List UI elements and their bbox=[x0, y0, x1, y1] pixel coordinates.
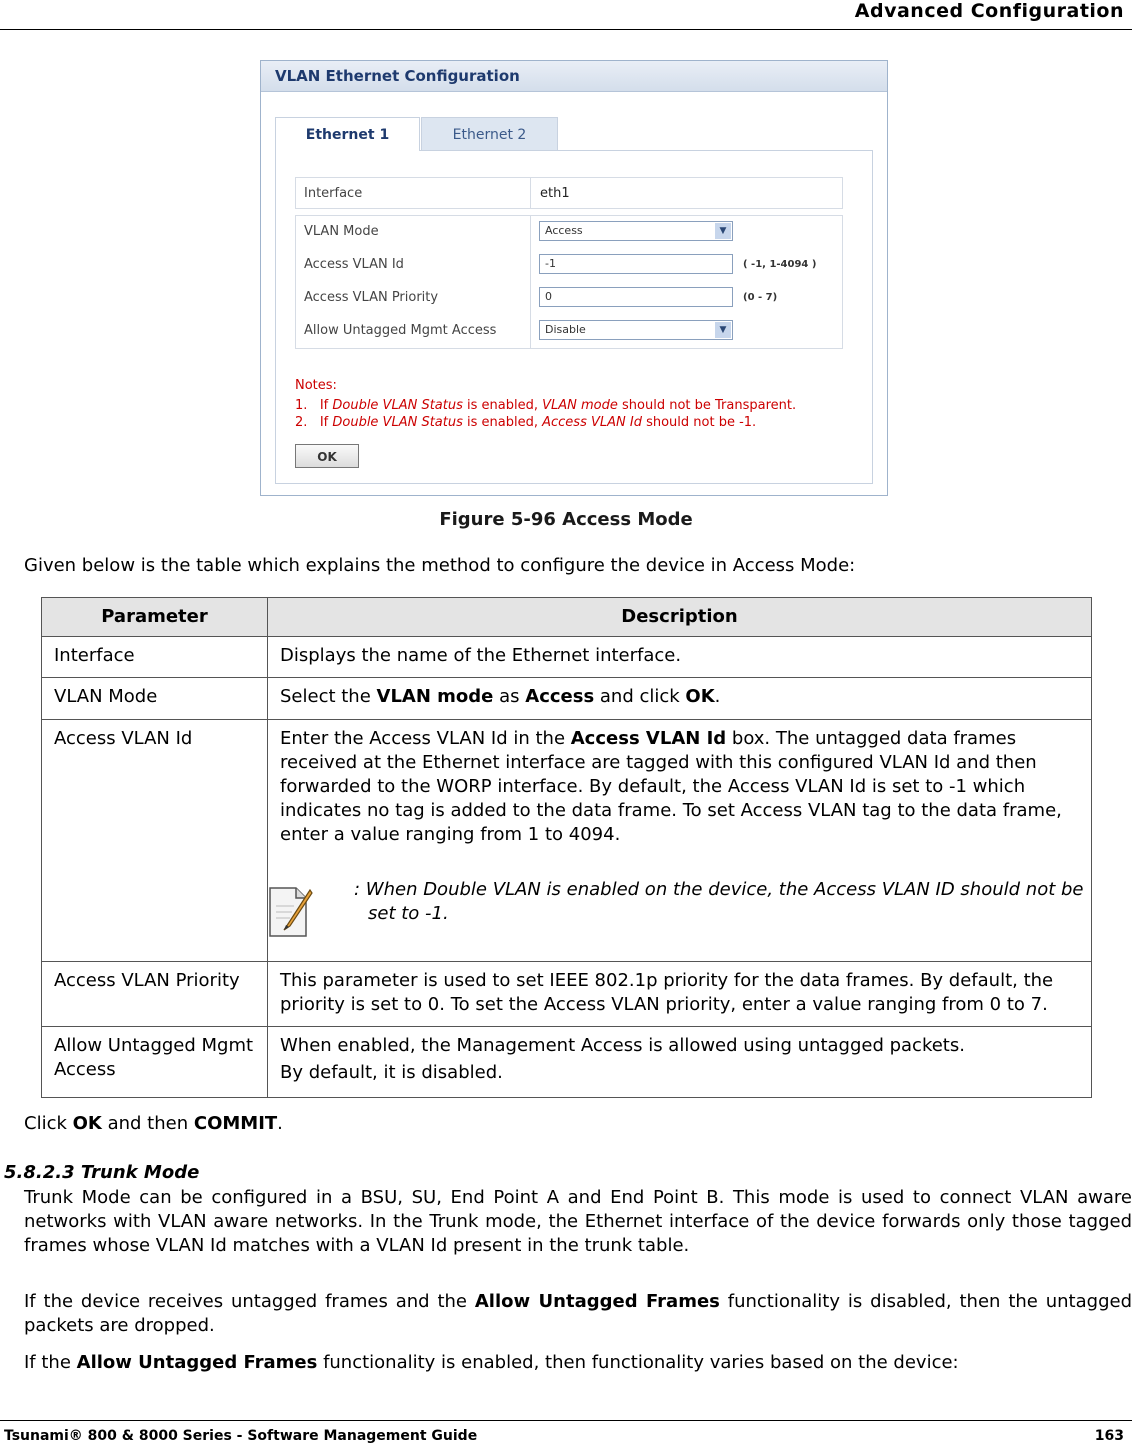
panel-title: VLAN Ethernet Configuration bbox=[275, 67, 520, 85]
access-vlan-priority-label: Access VLAN Priority bbox=[304, 290, 439, 305]
interface-label: Interface bbox=[304, 186, 363, 201]
table-cell-desc: This parameter is used to set IEEE 802.1p priority for the data frames. By default, the priority is set to 0. To set the Access VLAN priority, enter a value ranging from 0 to 7. bbox=[267, 961, 1092, 1027]
table-cell-param: Access VLAN Priority bbox=[41, 961, 268, 1027]
note-1: 1. If Double VLAN Status is enabled, VLAN mode should not be Transparent. bbox=[295, 398, 797, 413]
allow-untagged-value: Disable bbox=[545, 323, 586, 336]
page-header-title: Advanced Configuration bbox=[854, 0, 1124, 22]
vlan-mode-select[interactable] bbox=[539, 221, 733, 241]
page-number: 163 bbox=[1094, 1428, 1124, 1444]
table-header-parameter: Parameter bbox=[41, 597, 268, 637]
paragraph-trunk-mode: Trunk Mode can be configured in a BSU, SU, End Point A and End Point B. This mode is used to connect VLAN aware networks with VLAN aware networks. In the Trunk mode, the Ethernet interface of the device forwards only those tagged frames whose VLAN Id matches with a VLAN Id present in the trunk table. bbox=[24, 1187, 1132, 1256]
table-cell-param: Access VLAN Id bbox=[41, 719, 268, 962]
access-vlan-id-label: Access VLAN Id bbox=[304, 257, 404, 272]
table-cell-desc: When enabled, the Management Access is allowed using untagged packets. By default, it is disabled. bbox=[267, 1026, 1092, 1098]
vlan-settings-group bbox=[295, 215, 843, 349]
allow-untagged-row bbox=[296, 315, 842, 348]
paragraph-untagged-disabled: If the device receives untagged frames and the Allow Untagged Frames functionality is disabled, then the untagged packets are dropped. bbox=[24, 1291, 1132, 1336]
interface-row bbox=[295, 177, 843, 209]
access-vlan-priority-row bbox=[296, 282, 842, 315]
intro-text: Given below is the table which explains the method to configure the device in Access Mode: bbox=[24, 555, 856, 576]
click-ok-text: Click OK and then COMMIT. bbox=[24, 1113, 283, 1134]
vlan-mode-label: VLAN Mode bbox=[304, 224, 379, 239]
allow-untagged-select[interactable] bbox=[539, 320, 733, 340]
interface-value: eth1 bbox=[540, 186, 570, 201]
table-cell-param: Allow Untagged Mgmt Access bbox=[41, 1026, 268, 1098]
table-cell-param: Interface bbox=[41, 636, 268, 678]
allow-untagged-label: Allow Untagged Mgmt Access bbox=[304, 323, 497, 338]
note-pencil-icon bbox=[264, 884, 314, 940]
access-vlan-id-hint: ( -1, 1-4094 ) bbox=[743, 259, 817, 270]
section-heading: 5.8.2.3 Trunk Mode bbox=[4, 1162, 200, 1183]
tab-ethernet-1[interactable]: Ethernet 1 bbox=[275, 117, 420, 151]
table-cell-param: VLAN Mode bbox=[41, 677, 268, 720]
table-header-description: Description bbox=[267, 597, 1092, 637]
table-cell-desc: Displays the name of the Ethernet interface. bbox=[267, 636, 1092, 678]
access-vlan-priority-input[interactable]: 0 bbox=[539, 287, 733, 307]
table-cell-desc: Enter the Access VLAN Id in the Access VLAN Id box. The untagged data frames received at the Ethernet interface are tagged with this configured VLAN Id and then forwarded to the WORP interface. By default, the Access VLAN Id is set to -1 which indicates no tag is added to the data frame. To set Access VLAN tag to the data frame, enter a value ranging from 1 to 4094. : When Double VLAN is enabled on the device, the Access VLAN ID should not be set to -1. bbox=[267, 719, 1092, 962]
tab-ethernet-2[interactable]: Ethernet 2 bbox=[421, 117, 558, 151]
vlan-mode-row bbox=[296, 216, 842, 249]
table-cell-desc: Select the VLAN mode as Access and click OK. bbox=[267, 677, 1092, 720]
access-vlan-id-input[interactable]: -1 bbox=[539, 254, 733, 274]
access-vlan-priority-hint: (0 - 7) bbox=[743, 292, 778, 303]
panel-header bbox=[261, 61, 887, 92]
header-rule bbox=[0, 29, 1132, 30]
vlan-config-screenshot bbox=[260, 60, 888, 496]
paragraph-untagged-enabled: If the Allow Untagged Frames functionality is enabled, then functionality varies based on the device: bbox=[24, 1352, 959, 1373]
access-vlan-id-row bbox=[296, 249, 842, 282]
vlan-mode-value: Access bbox=[545, 224, 583, 237]
notes-title: Notes: bbox=[295, 378, 337, 393]
ok-button[interactable]: OK bbox=[295, 444, 359, 468]
chevron-down-icon: ▼ bbox=[715, 223, 731, 239]
figure-caption: Figure 5-96 Access Mode bbox=[439, 509, 693, 530]
note-2: 2. If Double VLAN Status is enabled, Access VLAN Id should not be -1. bbox=[295, 415, 757, 430]
footer-rule bbox=[0, 1420, 1132, 1421]
footer-title: Tsunami® 800 & 8000 Series - Software Management Guide bbox=[4, 1428, 478, 1444]
chevron-down-icon: ▼ bbox=[715, 322, 731, 338]
note-text: : When Double VLAN is enabled on the device, the Access VLAN ID should not be set to -1. bbox=[354, 879, 1084, 924]
